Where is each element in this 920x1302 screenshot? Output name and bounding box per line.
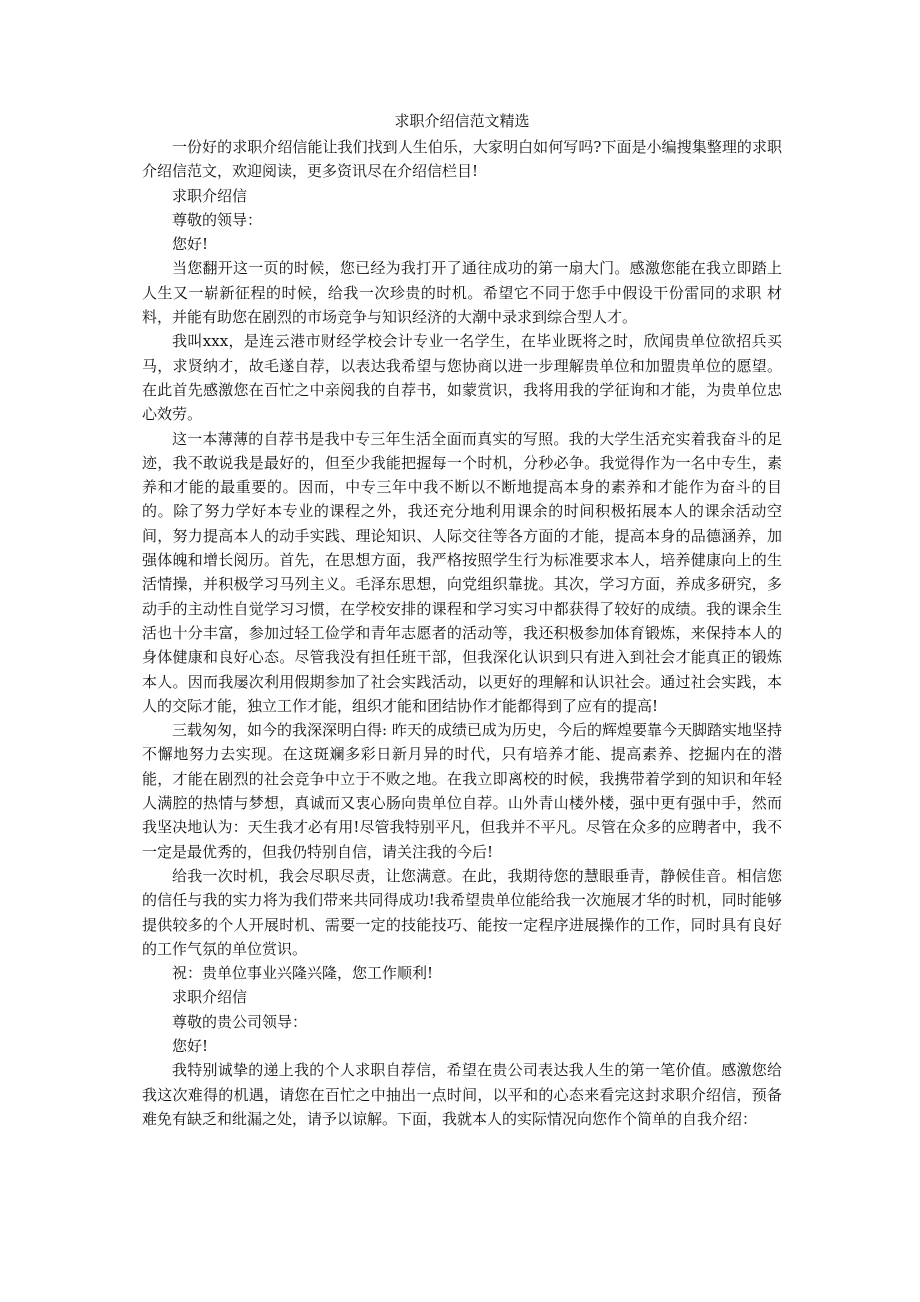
salutation-1: 尊敬的领导： [172,210,263,229]
letter-heading-1: 求职介绍信 [172,186,248,205]
document-body [142,110,782,1131]
paragraph-opening: 当您翻开这一页的时候，您已经为我打开了通往成功的第一扇大门。感激您能在我立即踏上人生又一崭新征程的时候，给我一次珍贵的时机。希望它不同于您手中假设干份雷同的求职 材料，并能有助您在剧烈的市场竞争与知识经济的大潮中录求到综合型人才。 [142,259,782,327]
document-title: 求职介绍信范文精选 [394,112,530,130]
paragraph-school-life: 这一本薄薄的自荐书是我中专三年生活全面而真实的写照。我的大学生活充实着我奋斗的足迹，我不敢说我是最好的，但至少我能把握每一个时机，分秒必争。我觉得作为一名中专生，素养和才能的最重要的。因而，中专三年中我不断以不断地提高本身的素养和才能作为奋斗的目的。除了努力学好本专业的课程之外，我还充分地利用课余的时间积极拓展本人的课余活动空间，努力提高本人的动手实践、理论知识、人际交往等各方面的才能，提高本身的品德涵养，加强体魄和增长阅历。首先，在思想方面，我严格按照学生行为标准要求本人，培养健康向上的生活情操，并积极学习马列主义。毛泽东思想，向党组织靠拢。其次，学习方面，养成多研究，多动手的主动性自觉学习习惯，在学校安排的课程和学习实习中都获得了较好的成绩。我的课余生活也十分丰富，参加过轻工俭学和青年志愿者的活动等，我还积极参加体育锻炼，来保持本人的身体健康和良好心态。尽管我没有担任班干部，但我深化认识到只有进入到社会才能真正的锻炼本人。因而我屡次利用假期参加了社会实践活动，以更好的理解和认识社会。通过社会实践，本人的交际才能，独立工作才能，组织才能和团结协作才能都得到了应有的提高! [142,429,782,715]
letter-heading-2: 求职介绍信 [172,988,248,1007]
paragraph-second-letter: 我特别诚挚的递上我的个人求职自荐信，希望在贵公司表达我人生的第一笔价值。感激您给我这次难得的机遇，请您在百忙之中抽出一点时间，以平和的心态来看完这封求职介绍信，预备难免有缺乏和纰漏之处，请予以谅解。下面，我就本人的实际情况向您作个简单的自我介绍： [142,1061,782,1128]
salutation-2: 尊敬的贵公司领导： [172,1012,308,1031]
greeting-2: 您好! [172,1036,209,1055]
closing-wish: 祝：贵单位事业兴隆兴隆，您工作顺利! [172,964,434,983]
greeting-1: 您好! [172,235,209,254]
paragraph-self-intro: 我叫xxx，是连云港市财经学校会计专业一名学生，在毕业既将之时，欣闻贵单位欲招兵买马，求贤纳才，故毛遂自荐，以表达我希望与您协商以进一步理解贵单位和加盟贵单位的愿望。在此首先感激您在百忙之中亲阅我的自荐书，如蒙赏识，我将用我的学征询和才能，为贵单位忠心效劳。 [142,332,782,424]
paragraph-intro: 一份好的求职介绍信能让我们找到人生伯乐，大家明白如何写吗?下面是小编搜集整理的求职介绍信范文，欢迎阅读，更多资讯尽在介绍信栏目! [142,138,782,181]
paragraph-reflection: 三载匆匆，如今的我深深明白得: 昨天的成绩已成为历史，今后的辉煌要靠今天脚踏实地坚持不懈地努力去实现。在这斑斓多彩日新月异的时代，只有培养才能、提高素养、挖掘内在的潜能，才能在剧烈的社会竞争中立于不败之地。在我立即离校的时候，我携带着学到的知识和年轻人满腔的热情与梦想，真诚而又衷心肠向贵单位自荐。山外青山楼外楼，强中更有强中手，然而我坚决地认为：天生我才必有用!尽管我特别平凡，但我并不平凡。尽管在众多的应聘者中，我不一定是最优秀的，但我仍特别自信，请关注我的今后! [142,721,782,861]
paragraph-request: 给我一次时机，我会尽职尽责，让您满意。在此，我期待您的慧眼垂青，静候佳音。相信您的信任与我的实力将为我们带来共同得成功!我希望贵单位能给我一次施展才华的时机，同时能够提供较多的个人开展时机、需要一定的技能技巧、能按一定程序进展操作的工作，同时具有良好的工作气氛的单位赏识。 [142,866,782,958]
